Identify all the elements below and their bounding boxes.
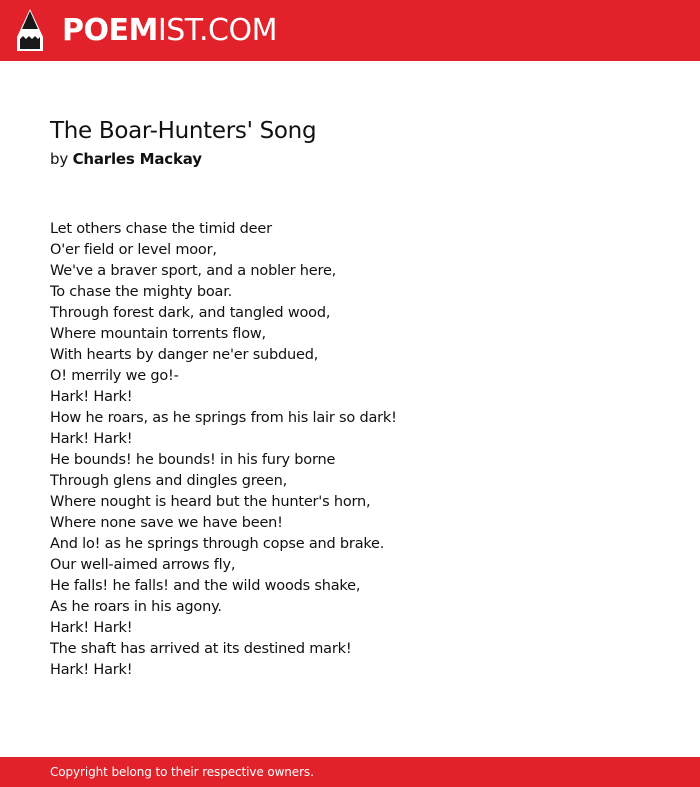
poem-author: Charles Mackay <box>72 150 202 168</box>
poem-line: Through forest dark, and tangled wood, <box>50 305 331 321</box>
pencil-logo-icon[interactable] <box>17 9 43 51</box>
poem-line: Hark! Hark! <box>50 662 133 678</box>
logo-light-text: IST.COM <box>157 13 277 48</box>
poem-line: Through glens and dingles green, <box>50 473 287 489</box>
poem-line: As he roars in his agony. <box>50 599 222 615</box>
poem-line: Hark! Hark! <box>50 389 133 405</box>
by-label: by <box>50 150 68 168</box>
poem-line: The shaft has arrived at its destined mark! <box>50 641 352 657</box>
poem-body <box>50 219 397 681</box>
logo-bold-text: POEM <box>62 13 158 48</box>
poem-line: And lo! as he springs through copse and brake. <box>50 536 385 552</box>
poem-line: He bounds! he bounds! in his fury borne <box>50 452 336 468</box>
poem-title: The Boar-Hunters' Song <box>50 118 317 144</box>
poem-line: Our well-aimed arrows fly, <box>50 557 236 573</box>
site-footer <box>0 757 700 787</box>
poem-line: How he roars, as he springs from his lair so dark! <box>50 410 397 426</box>
poem-line: Where none save we have been! <box>50 515 283 531</box>
site-logo[interactable] <box>62 11 277 51</box>
site-header <box>0 0 700 61</box>
poem-line: With hearts by danger ne'er subdued, <box>50 347 319 363</box>
poem-line: We've a braver sport, and a nobler here, <box>50 263 337 279</box>
poem-byline <box>50 148 202 170</box>
poem-line: O'er field or level moor, <box>50 242 217 258</box>
poem-line: Hark! Hark! <box>50 620 133 636</box>
poem-line: Where nought is heard but the hunter's horn, <box>50 494 371 510</box>
copyright-text: Copyright belong to their respective owners. <box>50 765 314 779</box>
poem-line: To chase the mighty boar. <box>50 284 233 300</box>
poem-line: Hark! Hark! <box>50 431 133 447</box>
poem-line: Where mountain torrents flow, <box>50 326 266 342</box>
poem-line: He falls! he falls! and the wild woods shake, <box>50 578 361 594</box>
poem-line: O! merrily we go!- <box>50 368 179 384</box>
poem-line: Let others chase the timid deer <box>50 221 272 237</box>
